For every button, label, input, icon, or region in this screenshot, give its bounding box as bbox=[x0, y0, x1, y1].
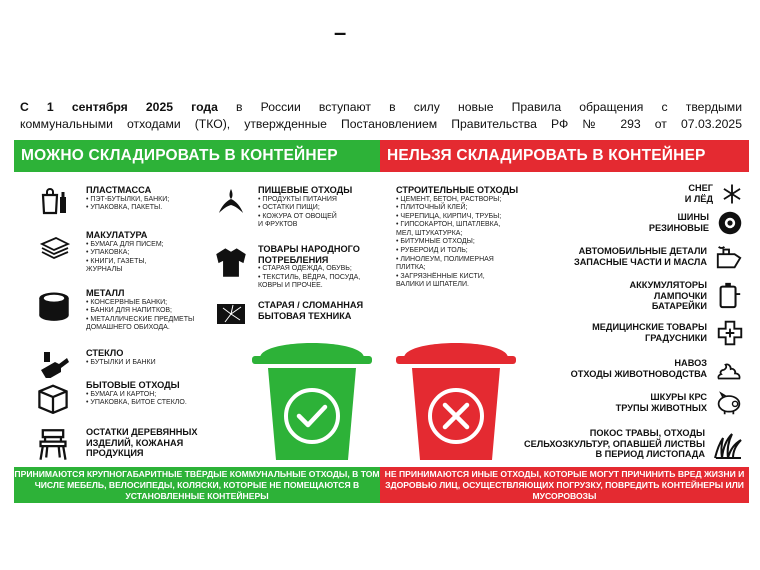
item-batteries bbox=[629, 280, 743, 312]
top-dash: – bbox=[334, 20, 347, 45]
broken-screen-icon bbox=[214, 300, 248, 330]
item-sub: • БУТЫЛКИ И БАНКИ bbox=[86, 359, 196, 368]
grass-icon bbox=[713, 428, 743, 460]
item-tires bbox=[649, 212, 743, 233]
item-line: ГРАДУСНИКИ bbox=[645, 332, 707, 343]
item-sub: • ГИПСОКАРТОН, ШПАТЛЕВКА, МЕЛ, ШТУКАТУРКА; bbox=[396, 221, 514, 238]
item-line: ШКУРЫ КРС bbox=[650, 392, 707, 402]
item-sub: • БИТУМНЫЕ ОТХОДЫ; bbox=[396, 238, 536, 247]
item-sub: • ЧЕРЕПИЦА, КИРПИЧ, ТРУБЫ; bbox=[396, 213, 536, 222]
box-icon bbox=[36, 380, 70, 414]
forbidden-panel bbox=[380, 140, 749, 503]
intro-line2: коммунальными отходами (ТКО), утвержденные Постановлением Правительства РФ № 293 от 07.03.2025 bbox=[20, 117, 742, 131]
item-sub: • ЛИНОЛЕУМ, ПОЛИМЕРНАЯ ПЛИТКА; bbox=[396, 256, 514, 273]
item-sub: • ТЕКСТИЛЬ, ВЁДРА, ПОСУДА, КОВРЫ И ПРОЧЕЕ. bbox=[258, 274, 366, 291]
item-construction bbox=[396, 185, 536, 290]
item-wood bbox=[36, 427, 226, 459]
item-sub: • ПЭТ-БУТЫЛКИ, БАНКИ; bbox=[86, 196, 190, 205]
item-line: ПОКОС ТРАВЫ, ОТХОДЫ bbox=[589, 428, 705, 438]
sweater-icon bbox=[214, 244, 248, 280]
item-title: ОСТАТКИ ДЕРЕВЯННЫХ ИЗДЕЛИЙ, КОЖАНАЯ ПРОДУКЦИЯ bbox=[86, 427, 198, 458]
item-sub: • ПЛИТОЧНЫЙ КЛЕЙ; bbox=[396, 204, 536, 213]
item-line: ЗАПАСНЫЕ ЧАСТИ И МАСЛА bbox=[574, 256, 707, 267]
tin-can-icon bbox=[36, 288, 72, 322]
item-manure bbox=[571, 358, 743, 379]
item-appliances bbox=[214, 300, 374, 321]
item-sub: • ОСТАТКИ ПИЩИ; bbox=[258, 204, 374, 213]
item-sub: • ПРОДУКТЫ ПИТАНИЯ bbox=[258, 196, 374, 205]
item-consumer-goods bbox=[214, 244, 374, 291]
item-line: СНЕГ bbox=[688, 183, 713, 193]
item-sub: • УПАКОВКА, БИТОЕ СТЕКЛО. bbox=[86, 399, 216, 408]
intro-text bbox=[20, 99, 742, 133]
item-title: БЫТОВЫЕ ОТХОДЫ bbox=[86, 380, 180, 390]
item-line: НАВОЗ bbox=[674, 358, 707, 368]
item-line: БАТАРЕЙКИ bbox=[651, 301, 707, 311]
snowflake-icon bbox=[721, 183, 743, 205]
bag-bottle-icon bbox=[40, 185, 70, 215]
allowed-footer: ПРИНИМАЮТСЯ КРУПНОГАБАРИТНЫЕ ТВЁРДЫЕ КОММУНАЛЬНЫЕ ОТХОДЫ, В ТОМ ЧИСЛЕ МЕБЕЛЬ, ВЕЛОСИПЕДЫ, КОЛЯСКИ, КОТОРЫЕ НЕ ПОМЕЩАЮТСЯ В УСТАНОВЛЕННЫЕ КОНТЕЙНЕРЫ bbox=[14, 469, 380, 501]
item-sub: • ЦЕМЕНТ, БЕТОН, РАСТВОРЫ; bbox=[396, 196, 536, 205]
allowed-header: МОЖНО СКЛАДИРОВАТЬ В КОНТЕЙНЕР bbox=[14, 140, 380, 172]
item-line: АВТОМОБИЛЬНЫЕ ДЕТАЛИ bbox=[578, 246, 707, 256]
allowed-panel bbox=[14, 140, 380, 503]
manure-icon bbox=[715, 356, 743, 382]
item-title: ПЛАСТМАССА bbox=[86, 185, 152, 195]
item-title: МЕТАЛЛ bbox=[86, 288, 125, 298]
battery-icon bbox=[715, 280, 743, 310]
item-title: СТАРАЯ / СЛОМАННАЯ БЫТОВАЯ ТЕХНИКА bbox=[258, 300, 364, 321]
intro-line1: в России вступают в силу новые Правила обращения с твердыми bbox=[217, 100, 742, 114]
item-title: СТЕКЛО bbox=[86, 348, 124, 358]
item-line: И ЛЁД bbox=[684, 193, 713, 204]
item-grass bbox=[524, 428, 743, 460]
item-line: АККУМУЛЯТОРЫ bbox=[629, 280, 707, 290]
item-animal-hides bbox=[616, 392, 743, 413]
item-plastic bbox=[40, 185, 190, 213]
item-title: СТРОИТЕЛЬНЫЕ ОТХОДЫ bbox=[396, 185, 519, 195]
item-auto-parts bbox=[574, 246, 743, 267]
pig-icon bbox=[715, 390, 743, 416]
item-line: ТРУПЫ ЖИВОТНЫХ bbox=[615, 402, 707, 413]
item-sub: • КОНСЕРВНЫЕ БАНКИ; bbox=[86, 299, 212, 308]
item-sub: • РУБЕРОИД И ТОЛЬ; bbox=[396, 247, 536, 256]
item-line: РЕЗИНОВЫЕ bbox=[648, 222, 709, 233]
item-title: ПИЩЕВЫЕ ОТХОДЫ bbox=[258, 185, 353, 195]
glass-bottle-icon bbox=[36, 348, 72, 378]
item-line: МЕДИЦИНСКИЕ ТОВАРЫ bbox=[592, 322, 707, 332]
item-sub: • УПАКОВКА, ПАКЕТЫ. bbox=[86, 204, 190, 213]
item-line: ШИНЫ bbox=[677, 212, 709, 222]
item-sub: • УПАКОВКА; bbox=[86, 249, 190, 258]
item-sub: • СТАРАЯ ОДЕЖДА, ОБУВЬ; bbox=[258, 265, 374, 274]
item-line: ОТХОДЫ ЖИВОТНОВОДСТВА bbox=[570, 368, 707, 379]
paper-stack-icon bbox=[40, 230, 70, 260]
item-sub: • БУМАГА ДЛЯ ПИСЕМ; bbox=[86, 241, 190, 250]
item-paper bbox=[40, 230, 190, 275]
item-line: В ПЕРИОД ЛИСТОПАДА bbox=[595, 449, 705, 459]
item-line: СЕЛЬХОЗКУЛЬТУР, ОПАВШЕЙ ЛИСТВЫ bbox=[524, 438, 705, 449]
item-sub: • МЕТАЛЛИЧЕСКИЕ ПРЕДМЕТЫ ДОМАШНЕГО ОБИХОДА. bbox=[86, 316, 214, 333]
item-sub: • ЗАГРЯЗНЁННЫЕ КИСТИ, ВАЛИКИ И ШПАТЕЛИ. bbox=[396, 273, 514, 290]
item-household bbox=[36, 380, 216, 408]
item-sub: • КНИГИ, ГАЗЕТЫ, ЖУРНАЛЫ bbox=[86, 258, 166, 275]
item-title: ТОВАРЫ НАРОДНОГО ПОТРЕБЛЕНИЯ bbox=[258, 244, 360, 265]
tire-icon bbox=[717, 210, 743, 236]
green-bin-icon bbox=[250, 330, 374, 464]
item-line: ЛАМПОЧКИ bbox=[653, 290, 707, 301]
item-sub: • КОЖУРА ОТ ОВОЩЕЙ И ФРУКТОВ bbox=[258, 213, 342, 230]
medical-cross-icon bbox=[717, 320, 743, 346]
item-food bbox=[214, 185, 374, 230]
item-title: МАКУЛАТУРА bbox=[86, 230, 148, 240]
oil-can-icon bbox=[715, 243, 743, 271]
chair-icon bbox=[36, 427, 70, 463]
forbidden-footer: НЕ ПРИНИМАЮТСЯ ИНЫЕ ОТХОДЫ, КОТОРЫЕ МОГУТ ПРИЧИНИТЬ ВРЕД ЖИЗНИ И ЗДОРОВЬЮ ЛИЦ, ОСУЩЕСТВЛЯЮЩИХ ПОГРУЗКУ, ПОВРЕДИТЬ КОНТЕЙНЕРЫ ИЛИ МУСОРОВОЗЫ bbox=[380, 467, 749, 503]
item-sub: • БАНКИ ДЛЯ НАПИТКОВ; bbox=[86, 307, 212, 316]
banana-peel-icon bbox=[214, 185, 248, 215]
red-bin-icon bbox=[394, 330, 518, 464]
item-snow bbox=[685, 183, 743, 204]
item-glass bbox=[36, 348, 196, 367]
intro-date: С 1 сентября 2025 года bbox=[20, 100, 218, 114]
item-sub: • БУМАГА И КАРТОН; bbox=[86, 391, 216, 400]
forbidden-header: НЕЛЬЗЯ СКЛАДИРОВАТЬ В КОНТЕЙНЕР bbox=[380, 140, 749, 172]
item-medical bbox=[592, 322, 743, 343]
item-metal bbox=[36, 288, 212, 333]
